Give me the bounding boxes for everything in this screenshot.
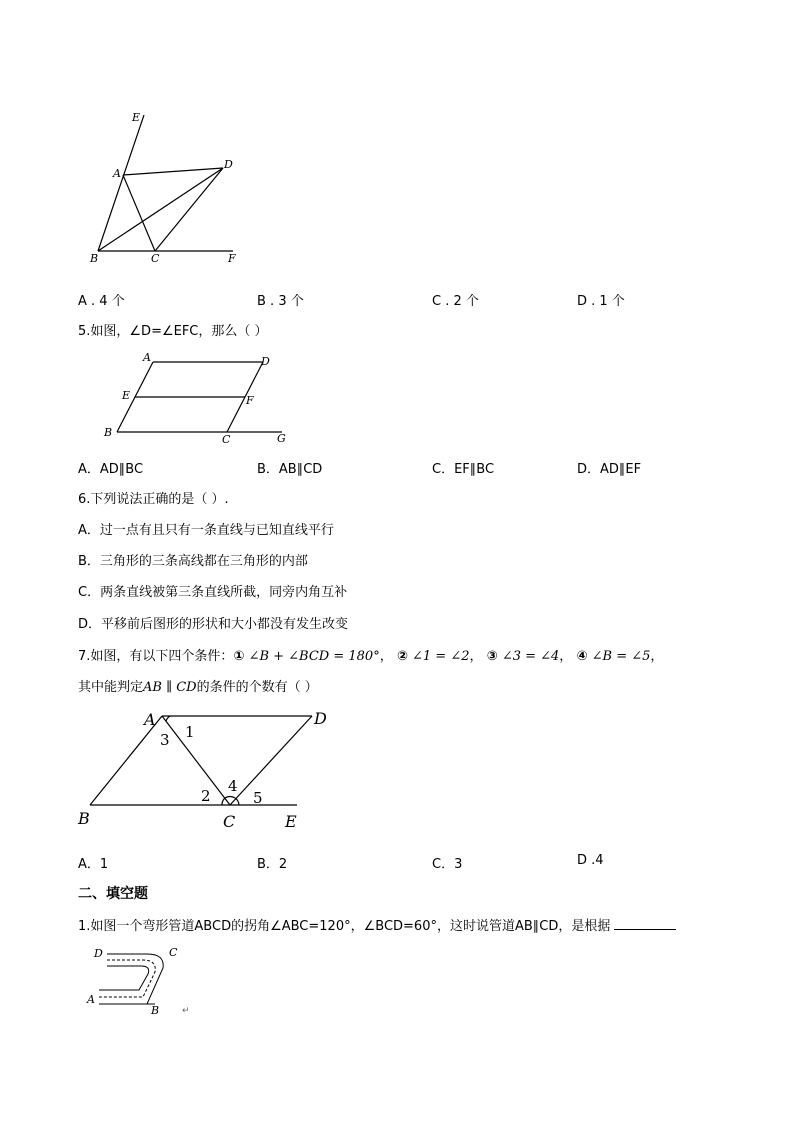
q7-line2-suffix: 的条件的个数有（ ） bbox=[196, 680, 318, 695]
label-C: C bbox=[169, 946, 178, 959]
label-D: D bbox=[261, 355, 270, 368]
label-A: A bbox=[113, 167, 121, 180]
label-D: D bbox=[314, 709, 327, 728]
label-C: C bbox=[151, 252, 160, 265]
line-CD bbox=[155, 168, 223, 251]
arc-angle-C-5 bbox=[235, 798, 239, 805]
q5-option-d: D．AD∥EF bbox=[577, 462, 642, 477]
label-B: B bbox=[151, 1004, 160, 1017]
angle-label-3: 3 bbox=[160, 731, 170, 749]
q7-stem-line1 bbox=[78, 645, 663, 664]
q6-item-d: D．平移前后图形的形状和大小都没有发生改变 bbox=[78, 617, 349, 632]
arc-angle-C-4 bbox=[225, 796, 235, 798]
line-AB bbox=[90, 716, 162, 805]
q7-sep3: ， bbox=[559, 649, 573, 664]
label-G: G bbox=[277, 432, 286, 445]
q7-cond3: ∠3 = ∠4 bbox=[501, 649, 560, 664]
q7-sep4: ， bbox=[650, 649, 664, 664]
label-D: D bbox=[224, 158, 233, 171]
line-CD bbox=[230, 716, 312, 805]
q6-stem: 6.下列说法正确的是（ ）. bbox=[78, 492, 229, 507]
line-BD bbox=[98, 168, 223, 251]
angle-label-5: 5 bbox=[253, 789, 263, 807]
arc-angle-A bbox=[166, 716, 170, 721]
q7-option-c: C．3 bbox=[432, 857, 463, 872]
label-B: B bbox=[90, 252, 99, 265]
q4-option-c: C . 2 个 bbox=[432, 294, 479, 309]
s2-q1-text bbox=[78, 915, 676, 934]
q7-stem-prefix: 7.如图，有以下四个条件： bbox=[78, 649, 234, 664]
q7-option-b: B．2 bbox=[257, 857, 288, 872]
return-mark: ↵ bbox=[182, 1006, 190, 1016]
q7-cond2: ∠1 = ∠2 bbox=[412, 649, 470, 664]
q7-figure bbox=[70, 703, 340, 838]
label-D: D bbox=[94, 947, 103, 960]
label-C: C bbox=[222, 433, 231, 446]
q5-option-a: A．AD∥BC bbox=[78, 462, 144, 477]
q7-sep2: ， bbox=[469, 649, 483, 664]
q7-option-d: D .4 bbox=[577, 853, 604, 868]
arc-angle-C-2 bbox=[222, 798, 225, 805]
label-F: F bbox=[228, 252, 236, 265]
q4-option-b: B . 3 个 bbox=[257, 294, 304, 309]
q7-sep1: ， bbox=[379, 649, 393, 664]
line-AD bbox=[123, 168, 223, 175]
q7-cond2-mark: ② bbox=[396, 649, 408, 664]
label-A: A bbox=[143, 351, 151, 364]
label-E: E bbox=[132, 111, 141, 124]
line-AC bbox=[162, 716, 230, 805]
pipe-figure bbox=[85, 942, 205, 1022]
line-AC bbox=[123, 175, 155, 251]
q5-figure bbox=[100, 350, 300, 450]
q4-figure bbox=[85, 105, 255, 270]
label-E: E bbox=[122, 389, 131, 402]
q7-line2-prefix: 其中能判定 bbox=[78, 680, 144, 695]
q7-option-a: A．1 bbox=[78, 857, 109, 872]
q7-cond3-mark: ③ bbox=[486, 649, 498, 664]
label-B: B bbox=[104, 426, 113, 439]
label-E: E bbox=[285, 812, 297, 831]
q5-option-b: B．AB∥CD bbox=[257, 462, 323, 477]
q7-line2-math: AB ∥ CD bbox=[143, 680, 197, 695]
q6-item-c: C．两条直线被第三条直线所截，同旁内角互补 bbox=[78, 585, 348, 600]
answer-blank[interactable] bbox=[614, 917, 676, 930]
q5-stem: 5.如图，∠D=∠EFC，那么（ ） bbox=[78, 324, 268, 339]
label-F: F bbox=[246, 394, 254, 407]
line-BE bbox=[98, 115, 144, 251]
label-A: A bbox=[144, 710, 156, 729]
label-C: C bbox=[223, 812, 236, 831]
q4-option-d: D . 1 个 bbox=[577, 294, 625, 309]
angle-label-2: 2 bbox=[201, 787, 211, 805]
label-B: B bbox=[78, 809, 90, 828]
q7-cond1-mark: ① bbox=[233, 649, 245, 664]
label-A: A bbox=[87, 993, 95, 1006]
q5-option-c: C．EF∥BC bbox=[432, 462, 495, 477]
q4-option-a: A . 4 个 bbox=[78, 294, 125, 309]
q7-cond4: ∠B = ∠5 bbox=[591, 649, 651, 664]
q7-cond1: ∠B + ∠BCD = 180° bbox=[248, 649, 380, 664]
angle-label-1: 1 bbox=[185, 723, 195, 741]
pipe-inner bbox=[99, 966, 149, 990]
angle-label-4: 4 bbox=[228, 777, 238, 795]
q7-cond4-mark: ④ bbox=[576, 649, 588, 664]
q6-item-b: B．三角形的三条高线都在三角形的内部 bbox=[78, 554, 308, 569]
q6-item-a: A．过一点有且只有一条直线与已知直线平行 bbox=[78, 523, 334, 538]
q7-stem-line2 bbox=[78, 676, 318, 695]
s2-q1-stem: 1.如图一个弯形管道ABCD的拐角∠ABC=120°，∠BCD=60°，这时说管道AB∥CD，是根据 bbox=[78, 919, 611, 934]
section-title: 二、填空题 bbox=[78, 886, 148, 902]
